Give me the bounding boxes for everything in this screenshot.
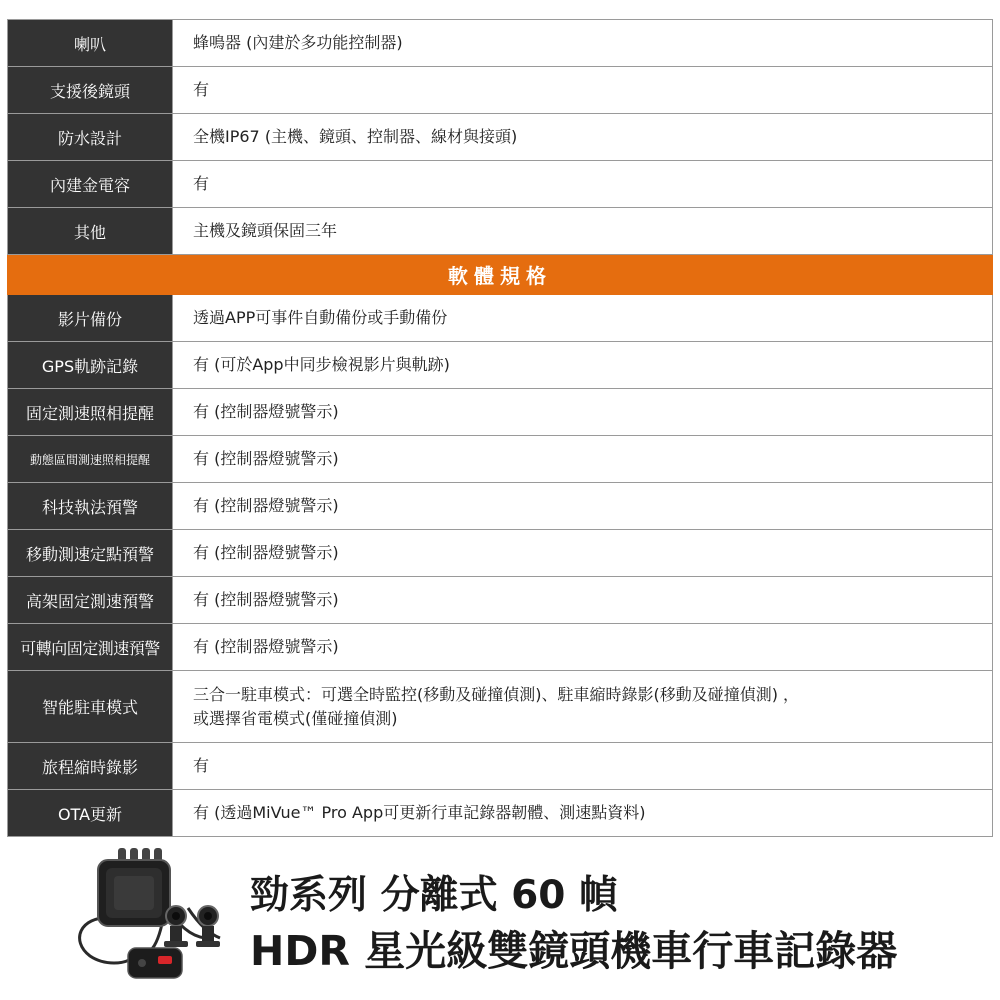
product-title-line1: 勁系列 分離式 60 幀 (250, 873, 619, 918)
spec-row-mobile-speed-alert (8, 530, 993, 577)
spec-value: 有 (可於App中同步檢視影片與軌跡) (173, 342, 993, 389)
spec-row-rear-camera (8, 67, 993, 114)
spec-label: 喇叭 (8, 20, 173, 67)
product-title-line2: HDR 星光級雙鏡頭機車行車記錄器 (250, 927, 898, 975)
spec-label: 旅程縮時錄影 (8, 743, 173, 790)
spec-row-waterproof (8, 114, 993, 161)
spec-table (7, 19, 993, 837)
spec-label: GPS軌跡記錄 (8, 342, 173, 389)
spec-row-speaker (8, 20, 993, 67)
spec-value: 有 (控制器燈號警示) (173, 436, 993, 483)
spec-row-supercapacitor (8, 161, 993, 208)
section-title: 軟體規格 (8, 255, 993, 295)
section-header-software (8, 255, 993, 295)
spec-row-other (8, 208, 993, 255)
spec-row-rotatable-speed-alert (8, 624, 993, 671)
spec-value: 透過APP可事件自動備份或手動備份 (173, 295, 993, 342)
spec-value: 有 (控制器燈號警示) (173, 530, 993, 577)
spec-label: 移動測速定點預警 (8, 530, 173, 577)
spec-value: 有 (控制器燈號警示) (173, 389, 993, 436)
spec-value: 有 (173, 67, 993, 114)
spec-value: 有 (控制器燈號警示) (173, 483, 993, 530)
spec-value (173, 671, 993, 743)
spec-value: 主機及鏡頭保固三年 (173, 208, 993, 255)
spec-label: 動態區間測速照相提醒 (8, 436, 173, 483)
spec-value: 有 (控制器燈號警示) (173, 624, 993, 671)
spec-value: 全機IP67 (主機、鏡頭、控制器、線材與接頭) (173, 114, 993, 161)
spec-label: 支援後鏡頭 (8, 67, 173, 114)
spec-row-parking-mode (8, 671, 993, 743)
spec-label: 智能駐車模式 (8, 671, 173, 743)
spec-row-fixed-camera-alert (8, 389, 993, 436)
spec-label: OTA更新 (8, 790, 173, 837)
spec-label: 高架固定測速預警 (8, 577, 173, 624)
spec-value: 有 (173, 161, 993, 208)
spec-label: 科技執法預警 (8, 483, 173, 530)
spec-row-video-backup (8, 295, 993, 342)
spec-label: 固定測速照相提醒 (8, 389, 173, 436)
spec-value: 有 (控制器燈號警示) (173, 577, 993, 624)
spec-row-tech-enforcement (8, 483, 993, 530)
spec-row-elevated-speed-alert (8, 577, 993, 624)
spec-label: 內建金電容 (8, 161, 173, 208)
spec-label: 影片備份 (8, 295, 173, 342)
spec-value: 蜂鳴器 (內建於多功能控制器) (173, 20, 993, 67)
spec-label: 可轉向固定測速預警 (8, 624, 173, 671)
spec-value-line: 或選擇省電模式(僅碰撞偵測) (193, 708, 398, 728)
spec-value: 有 (透過MiVue™ Pro App可更新行車記錄器韌體、測速點資料) (173, 790, 993, 837)
spec-label: 防水設計 (8, 114, 173, 161)
spec-value-line: 三合一駐車模式：可選全時監控(移動及碰撞偵測)、駐車縮時錄影(移動及碰撞偵測) ， (193, 684, 800, 704)
spec-row-average-speed-alert (8, 436, 993, 483)
spec-value: 有 (173, 743, 993, 790)
spec-row-ota (8, 790, 993, 837)
spec-row-gps (8, 342, 993, 389)
spec-label: 其他 (8, 208, 173, 255)
spec-row-timelapse (8, 743, 993, 790)
dashcam-product-image (70, 846, 250, 986)
product-footer (0, 840, 1000, 1000)
